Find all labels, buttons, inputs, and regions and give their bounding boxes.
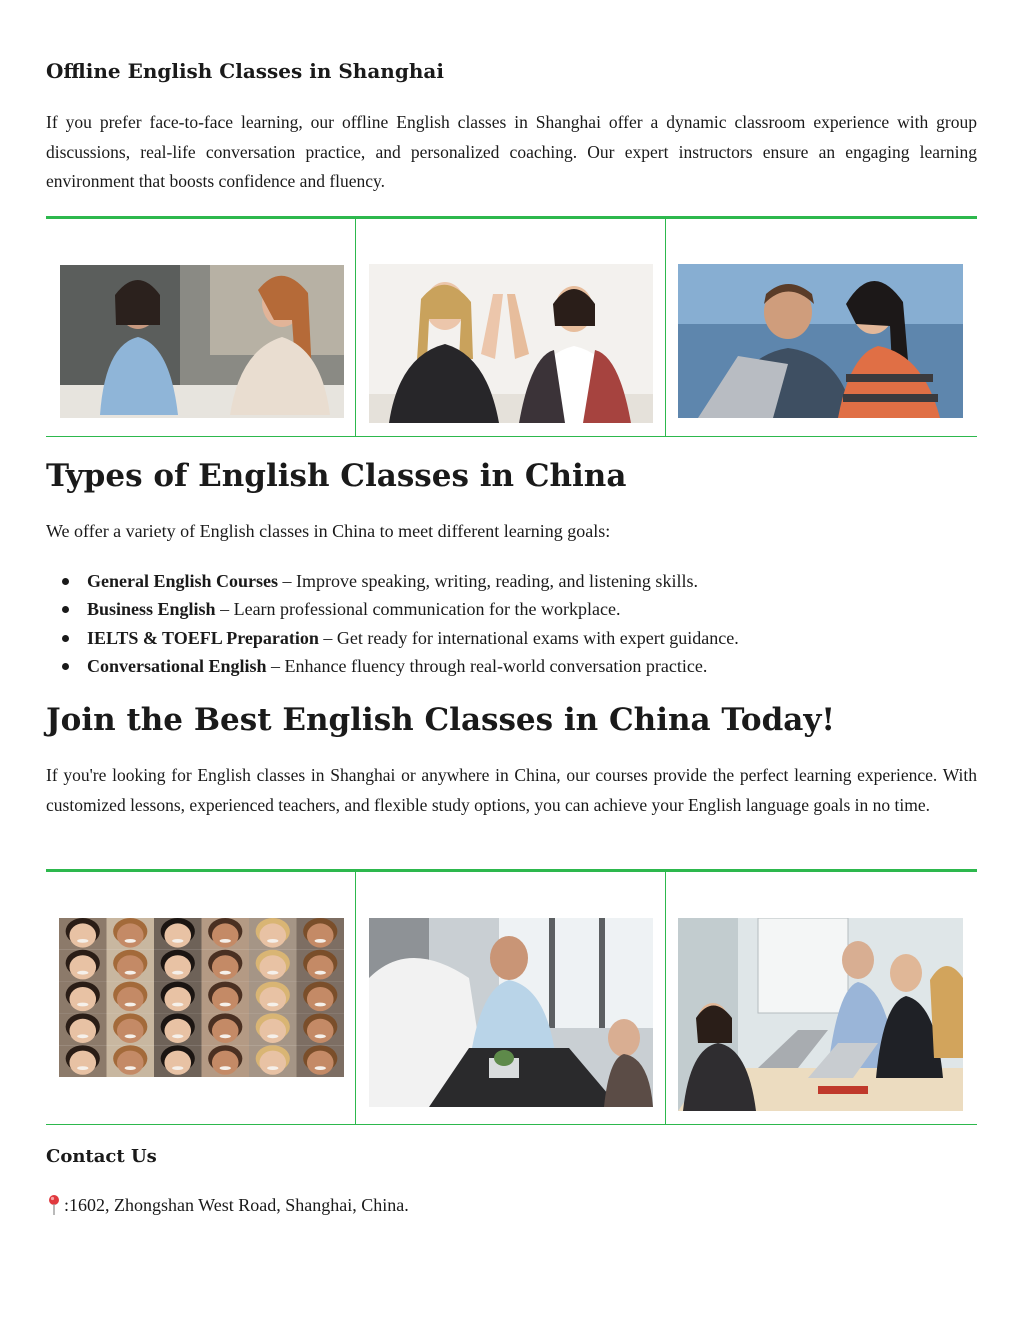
image-cell bbox=[355, 219, 665, 436]
contact-address bbox=[46, 1191, 409, 1219]
class-type-desc: – Get ready for international exams with expert guidance. bbox=[318, 627, 739, 648]
image-cell bbox=[46, 219, 355, 436]
list-item bbox=[46, 595, 739, 623]
class-type-desc: – Improve speaking, writing, reading, and listening skills. bbox=[278, 571, 698, 591]
image-cell bbox=[355, 872, 665, 1124]
photo-faces-collage bbox=[59, 918, 344, 1077]
class-types-list bbox=[46, 567, 739, 680]
image-cell bbox=[665, 219, 976, 436]
photo-two-women-meeting bbox=[60, 265, 344, 418]
join-paragraph: If you're looking for English classes in Shanghai or anywhere in China, our courses provide the perfect learning experience. With customized lessons, experienced teachers, and flexible study options, you can achieve your English language goals in no time. bbox=[46, 765, 977, 815]
offline-paragraph: If you prefer face-to-face learning, our offline English classes in Shanghai offer a dynamic classroom experience with group discussions, real-life conversation practice, and personalized coaching. Our expert instructors ensure an engaging learning environment that boosts confidence and fluency. bbox=[46, 112, 977, 191]
contact-heading: Contact Us bbox=[46, 1146, 157, 1167]
class-type-name: IELTS & TOEFL Preparation bbox=[87, 627, 319, 648]
class-type-name: Business English bbox=[87, 599, 216, 620]
list-item bbox=[46, 567, 739, 595]
image-cell bbox=[665, 872, 976, 1124]
class-type-name: General English Courses bbox=[87, 571, 279, 591]
class-type-name: Conversational English bbox=[87, 655, 267, 676]
photo-office-handshake bbox=[369, 918, 653, 1107]
image-table-1 bbox=[46, 216, 977, 437]
join-heading: Join the Best English Classes in China Today! bbox=[46, 702, 835, 738]
image-table-2 bbox=[46, 869, 977, 1125]
class-type-desc: – Enhance fluency through real-world conversation practice. bbox=[266, 655, 708, 676]
photo-high-five bbox=[369, 264, 653, 423]
address-text: :1602, Zhongshan West Road, Shanghai, China. bbox=[64, 1195, 409, 1215]
list-item bbox=[46, 652, 739, 680]
types-heading: Types of English Classes in China bbox=[46, 458, 627, 494]
offline-heading: Offline English Classes in Shanghai bbox=[46, 59, 444, 83]
list-item bbox=[46, 624, 739, 652]
photo-group-study bbox=[678, 918, 963, 1111]
class-type-desc: – Learn professional communication for the workplace. bbox=[215, 599, 621, 620]
types-intro: We offer a variety of English classes in China to meet different learning goals: bbox=[46, 521, 611, 541]
map-pin-icon bbox=[46, 1194, 62, 1216]
photo-laptop-learners bbox=[678, 264, 963, 418]
image-cell bbox=[46, 872, 355, 1124]
